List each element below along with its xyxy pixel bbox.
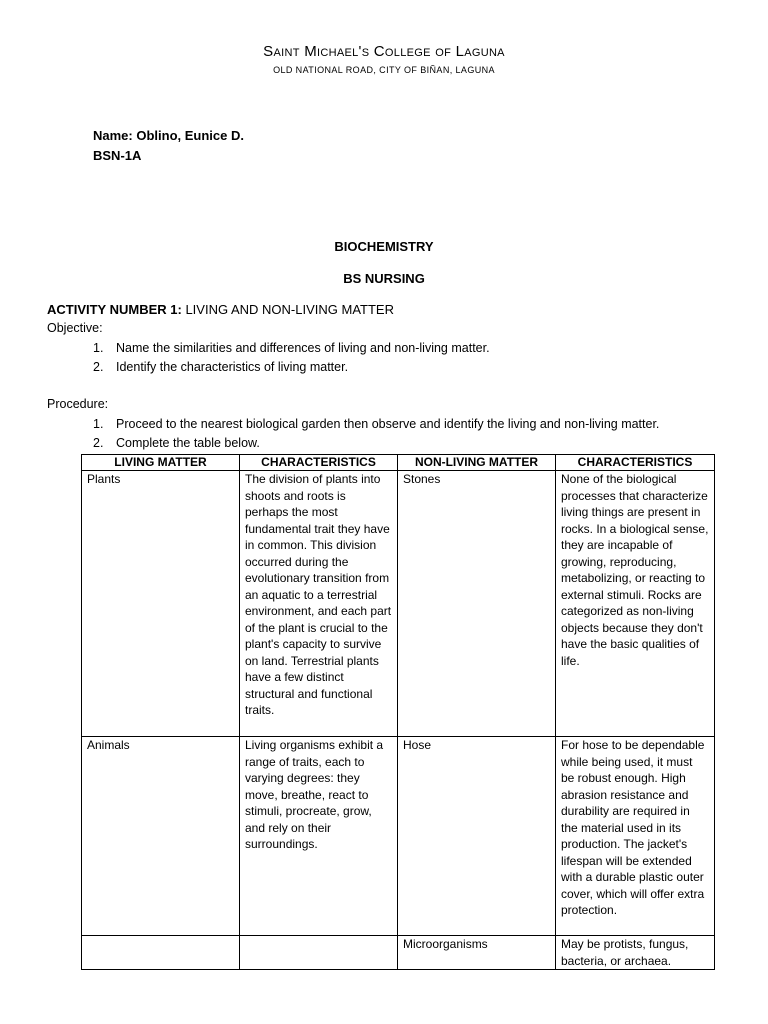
living-matter-cell: Plants [82, 471, 240, 737]
student-section: BSN-1A [93, 148, 142, 163]
living-characteristics-cell: The division of plants into shoots and roots is perhaps the most fundamental trait they have in common. This division occurred during the evolutionary transition from an aquatic to a terrestrial environment, and each part of the plant is crucial to the plant's capacity to survive on land. Terrestrial plants have a few distinct structural and functional traits. [240, 471, 398, 737]
college-name: Saint Michael's College of Laguna [263, 43, 505, 60]
table-row [82, 471, 715, 737]
non-living-characteristics-cell: For hose to be dependable while being used, it must be robust enough. High abrasion resistance and durability are required in the material used in its production. The jacket's lifespan will be extended with a durable plastic outer cover, which will offer extra protection. [556, 737, 715, 936]
header-non-living-characteristics: CHARACTERISTICS [556, 455, 715, 471]
program-title: BS NURSING [343, 271, 425, 286]
activity-heading [47, 302, 394, 317]
procedure-text: Proceed to the nearest biological garden then observe and identify the living and non-living matter. [116, 417, 660, 431]
living-matter-cell [82, 936, 240, 970]
objective-list [93, 339, 490, 377]
non-living-matter-cell: Hose [398, 737, 556, 936]
student-info [93, 126, 244, 166]
student-name: Name: Oblino, Eunice D. [93, 128, 244, 143]
living-characteristics-cell: Living organisms exhibit a range of traits, each to varying degrees: they move, breathe, react to stimuli, procreate, grow, and rely on their surroundings. [240, 737, 398, 936]
list-number: 2. [93, 360, 104, 374]
procedure-item [93, 434, 659, 453]
activity-label: ACTIVITY NUMBER 1: [47, 302, 182, 317]
list-number: 1. [93, 341, 104, 355]
header-living-matter: LIVING MATTER [82, 455, 240, 471]
objective-item [93, 358, 490, 377]
table-row [82, 737, 715, 936]
non-living-characteristics-cell: May be protists, fungus, bacteria, or archaea. [556, 936, 715, 970]
header-non-living-matter: NON-LIVING MATTER [398, 455, 556, 471]
list-number: 1. [93, 417, 104, 431]
subject-title: BIOCHEMISTRY [334, 239, 434, 254]
objective-text: Name the similarities and differences of living and non-living matter. [116, 341, 490, 355]
objective-text: Identify the characteristics of living matter. [116, 360, 349, 374]
procedure-item [93, 415, 659, 434]
objective-item [93, 339, 490, 358]
non-living-matter-cell: Microorganisms [398, 936, 556, 970]
procedure-label: Procedure: [47, 397, 109, 411]
header-living-characteristics: CHARACTERISTICS [240, 455, 398, 471]
non-living-characteristics-cell: None of the biological processes that characterize living things are present in rocks. In a biological sense, they are incapable of growing, reproducing, metabolizing, or reacting to external stimuli. Rocks are categorized as non-living objects because they don't have the basic qualities of life. [556, 471, 715, 737]
non-living-matter-cell: Stones [398, 471, 556, 737]
list-number: 2. [93, 436, 104, 450]
matter-table [81, 454, 715, 970]
procedure-text: Complete the table below. [116, 436, 260, 450]
table-row [82, 936, 715, 970]
living-characteristics-cell [240, 936, 398, 970]
procedure-list [93, 415, 659, 453]
living-matter-cell: Animals [82, 737, 240, 936]
activity-title: LIVING AND NON-LIVING MATTER [185, 302, 394, 317]
table-header-row [82, 455, 715, 471]
objective-label: Objective: [47, 321, 103, 335]
college-address: OLD NATIONAL ROAD, CITY OF BIÑAN, LAGUNA [273, 65, 495, 75]
